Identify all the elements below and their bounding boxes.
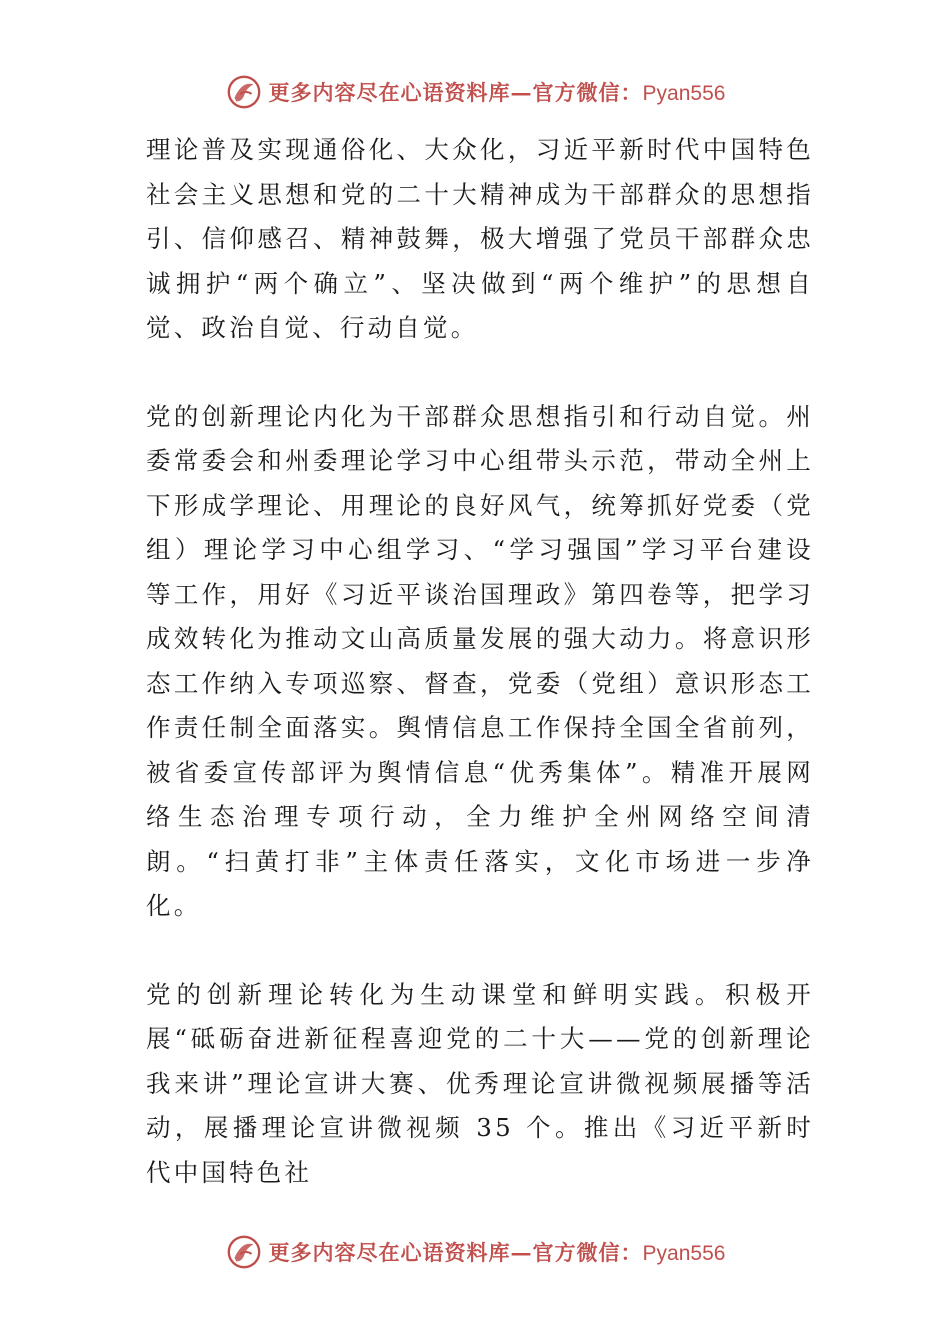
paragraph-2: 党的创新理论内化为干部群众思想指引和行动自觉。州委常委会和州委理论学习中心组带头示范，带动全州上下形成学理论、用理论的良好风气，统筹抓好党委（党组）理论学习中心组学习、“学习强国”学习平台建设等工作，用好《习近平谈治国理政》第四卷等，把学习成效转化为推动文山高质量发展的强大动力。将意识形态工作纳入专项巡察、督查，党委（党组）意识形态工作责任制全面落实。舆情信息工作保持全国全省前列，被省委宣传部评为舆情信息“优秀集体”。精准开展网络生态治理专项行动，全力维护全州网络空间清朗。“扫黄打非”主体责任落实，文化市场进一步净化。 bbox=[146, 401, 814, 920]
swirl-logo-icon bbox=[225, 1233, 263, 1271]
footer-banner bbox=[0, 1232, 950, 1272]
paragraph-3: 党的创新理论转化为生动课堂和鲜明实践。积极开展“砥砺奋进新征程喜迎党的二十大——党的创新理论我来讲”理论宣讲大赛、优秀理论宣讲微视频展播等活动，展播理论宣讲微视频 35 个。推出《习近平新时代中国特色社 bbox=[146, 979, 814, 1187]
paragraph-1: 理论普及实现通俗化、大众化，习近平新时代中国特色社会主义思想和党的二十大精神成为干部群众的思想指引、信仰感召、精神鼓舞，极大增强了党员干部群众忠诚拥护“两个确立”、坚决做到“两个维护”的思想自觉、政治自觉、行动自觉。 bbox=[146, 135, 814, 342]
header-banner bbox=[0, 72, 950, 112]
header-banner-text: 更多内容尽在心语资料库—官方微信：Pyan556 bbox=[268, 80, 726, 105]
document-body bbox=[146, 128, 814, 1195]
footer-banner-text: 更多内容尽在心语资料库—官方微信：Pyan556 bbox=[268, 1240, 726, 1265]
swirl-logo-icon bbox=[225, 73, 263, 111]
